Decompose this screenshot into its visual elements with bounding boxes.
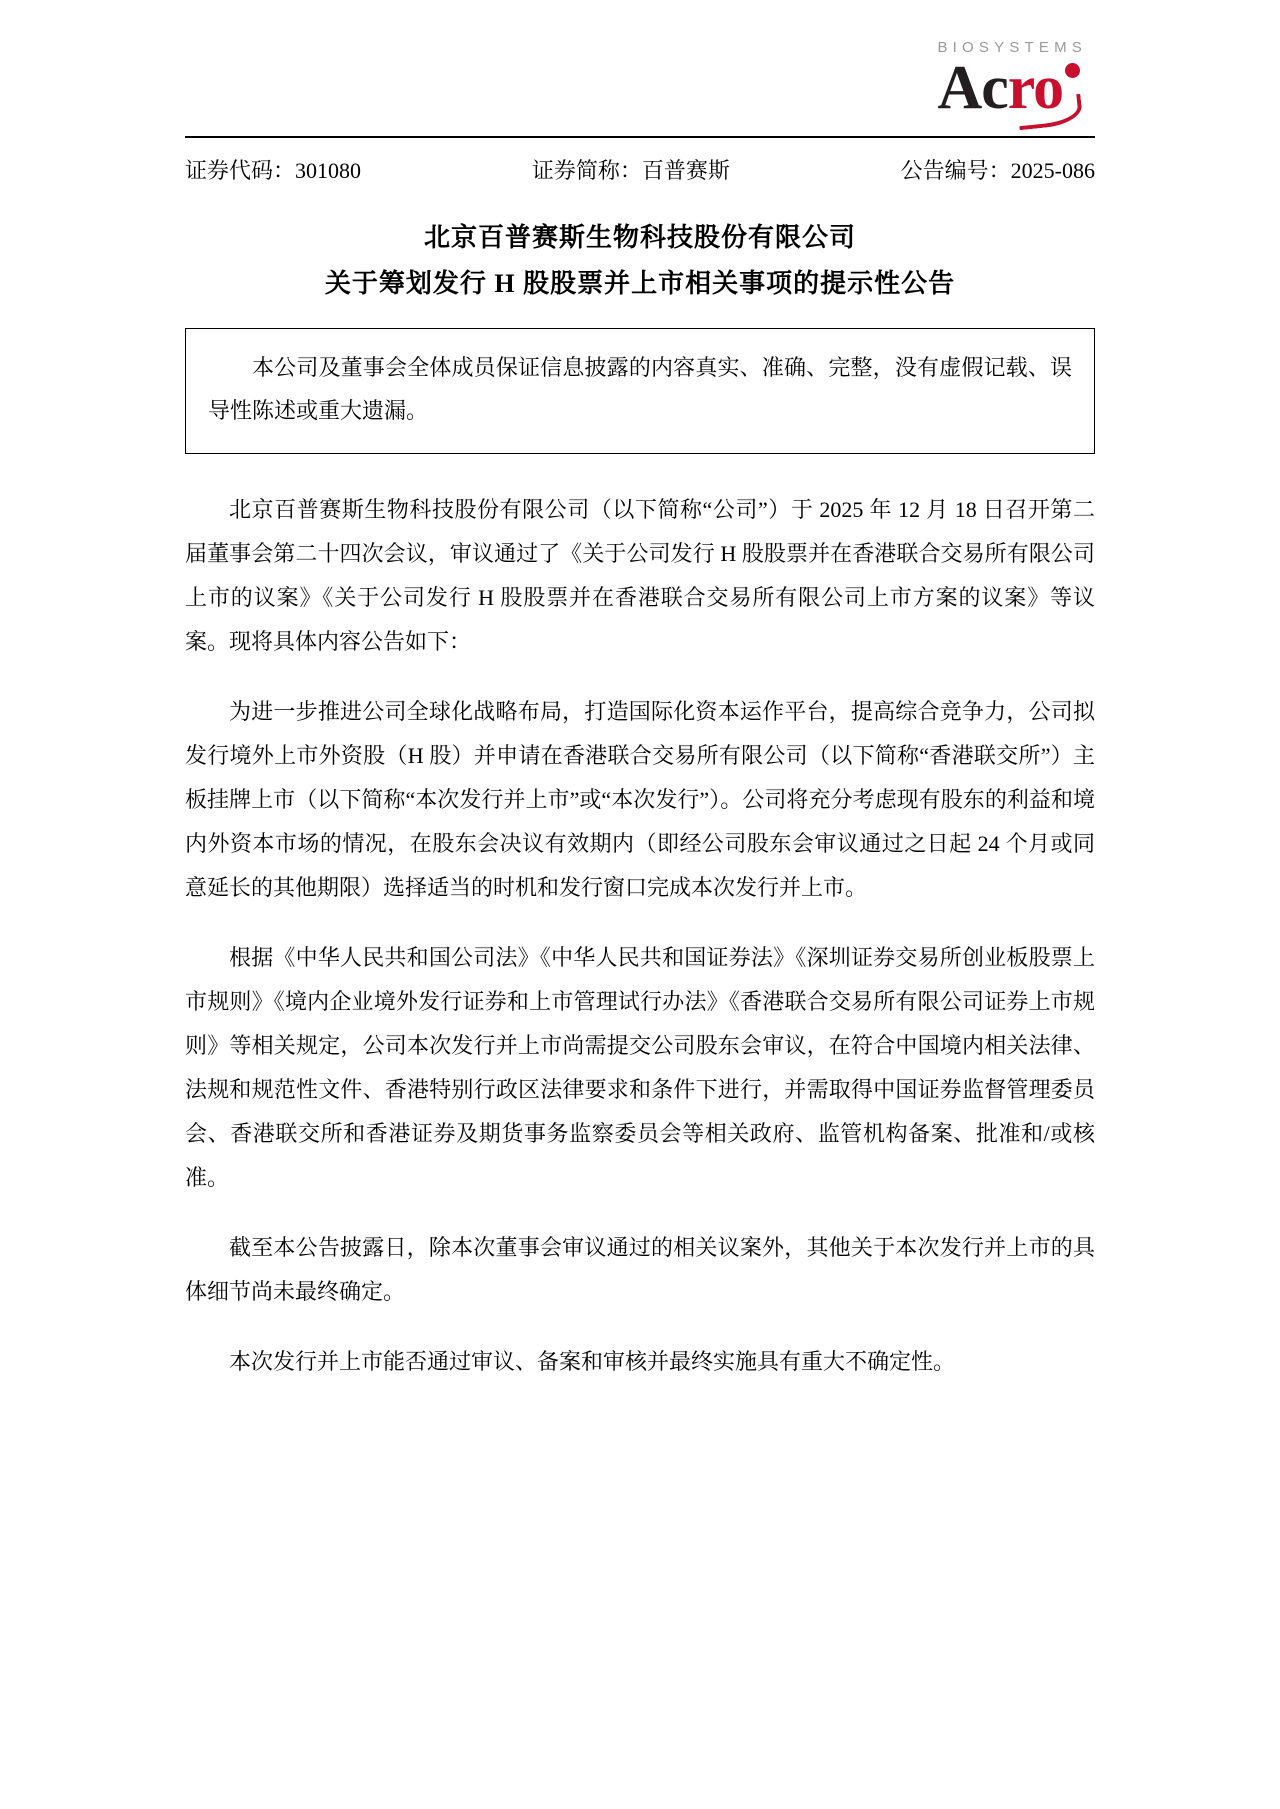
header-info-line bbox=[185, 154, 1095, 187]
logo-wordmark-dark: Ac bbox=[937, 54, 1008, 122]
document-body bbox=[185, 488, 1095, 1384]
body-paragraph: 北京百普赛斯生物科技股份有限公司（以下简称“公司”）于 2025 年 12 月 18 日召开第二届董事会第二十四次会议，审议通过了《关于公司发行 H 股股票并在香港联合交易所有限公司上市的议案》《关于公司发行 H 股股票并在香港联合交易所有限公司上市方案的议案》等议案。现将具体内容公告如下： bbox=[185, 496, 1096, 654]
logo-swoosh-icon bbox=[1017, 94, 1084, 131]
company-logo bbox=[185, 40, 1095, 136]
page-title: 北京百普赛斯生物科技股份有限公司 bbox=[423, 223, 856, 252]
logo-dot-icon bbox=[1065, 63, 1080, 78]
logo-wordmark bbox=[937, 54, 1078, 122]
disclaimer-box bbox=[185, 328, 1095, 454]
logo-tagline: BIOSYSTEMS bbox=[937, 39, 1087, 56]
disclaimer-text: 本公司及董事会全体成员保证信息披露的内容真实、准确、完整，没有虚假记载、误导性陈述或重大遗漏。 bbox=[208, 355, 1072, 423]
body-paragraph: 本次发行并上市能否通过审议、备案和审核并最终实施具有重大不确定性。 bbox=[229, 1348, 956, 1374]
body-paragraph: 截至本公告披露日，除本次董事会审议通过的相关议案外，其他关于本次发行并上市的具体细节尚未最终确定。 bbox=[185, 1234, 1095, 1304]
security-abbreviation: 证券简称：百普赛斯 bbox=[531, 158, 730, 183]
page-subtitle: 关于筹划发行 H 股股票并上市相关事项的提示性公告 bbox=[324, 268, 956, 298]
logo-wordmark-red: ro bbox=[1007, 54, 1064, 122]
body-paragraph: 为进一步推进公司全球化战略布局，打造国际化资本运作平台，提高综合竞争力，公司拟发行境外上市外资股（H 股）并申请在香港联合交易所有限公司（以下简称“香港联交所”）主板挂牌上市（以下简称“本次发行并上市”或“本次发行”）。公司将充分考虑现有股东的利益和境内外资本市场的情况，在股东会决议有效期内（即经公司股东会审议通过之日起 24 个月或同意延长的其他期限）选择适当的时机和发行窗口完成本次发行并上市。 bbox=[185, 698, 1095, 900]
security-code: 证券代码：301080 bbox=[185, 158, 362, 183]
announcement-number: 公告编号：2025-086 bbox=[900, 158, 1095, 183]
body-paragraph: 根据《中华人民共和国公司法》《中华人民共和国证券法》《深圳证券交易所创业板股票上市规则》《境内企业境外发行证券和上市管理试行办法》《香港联合交易所有限公司证券上市规则》等相关规定，公司本次发行并上市尚需提交公司股东会审议，在符合中国境内相关法律、法规和规范性文件、香港特别行政区法律要求和条件下进行，并需取得中国证券监督管理委员会、香港联交所和香港证券及期货事务监察委员会等相关政府、监管机构备案、批准和/或核准。 bbox=[185, 944, 1095, 1190]
acro-logo bbox=[937, 39, 1089, 122]
header-divider bbox=[185, 136, 1095, 138]
